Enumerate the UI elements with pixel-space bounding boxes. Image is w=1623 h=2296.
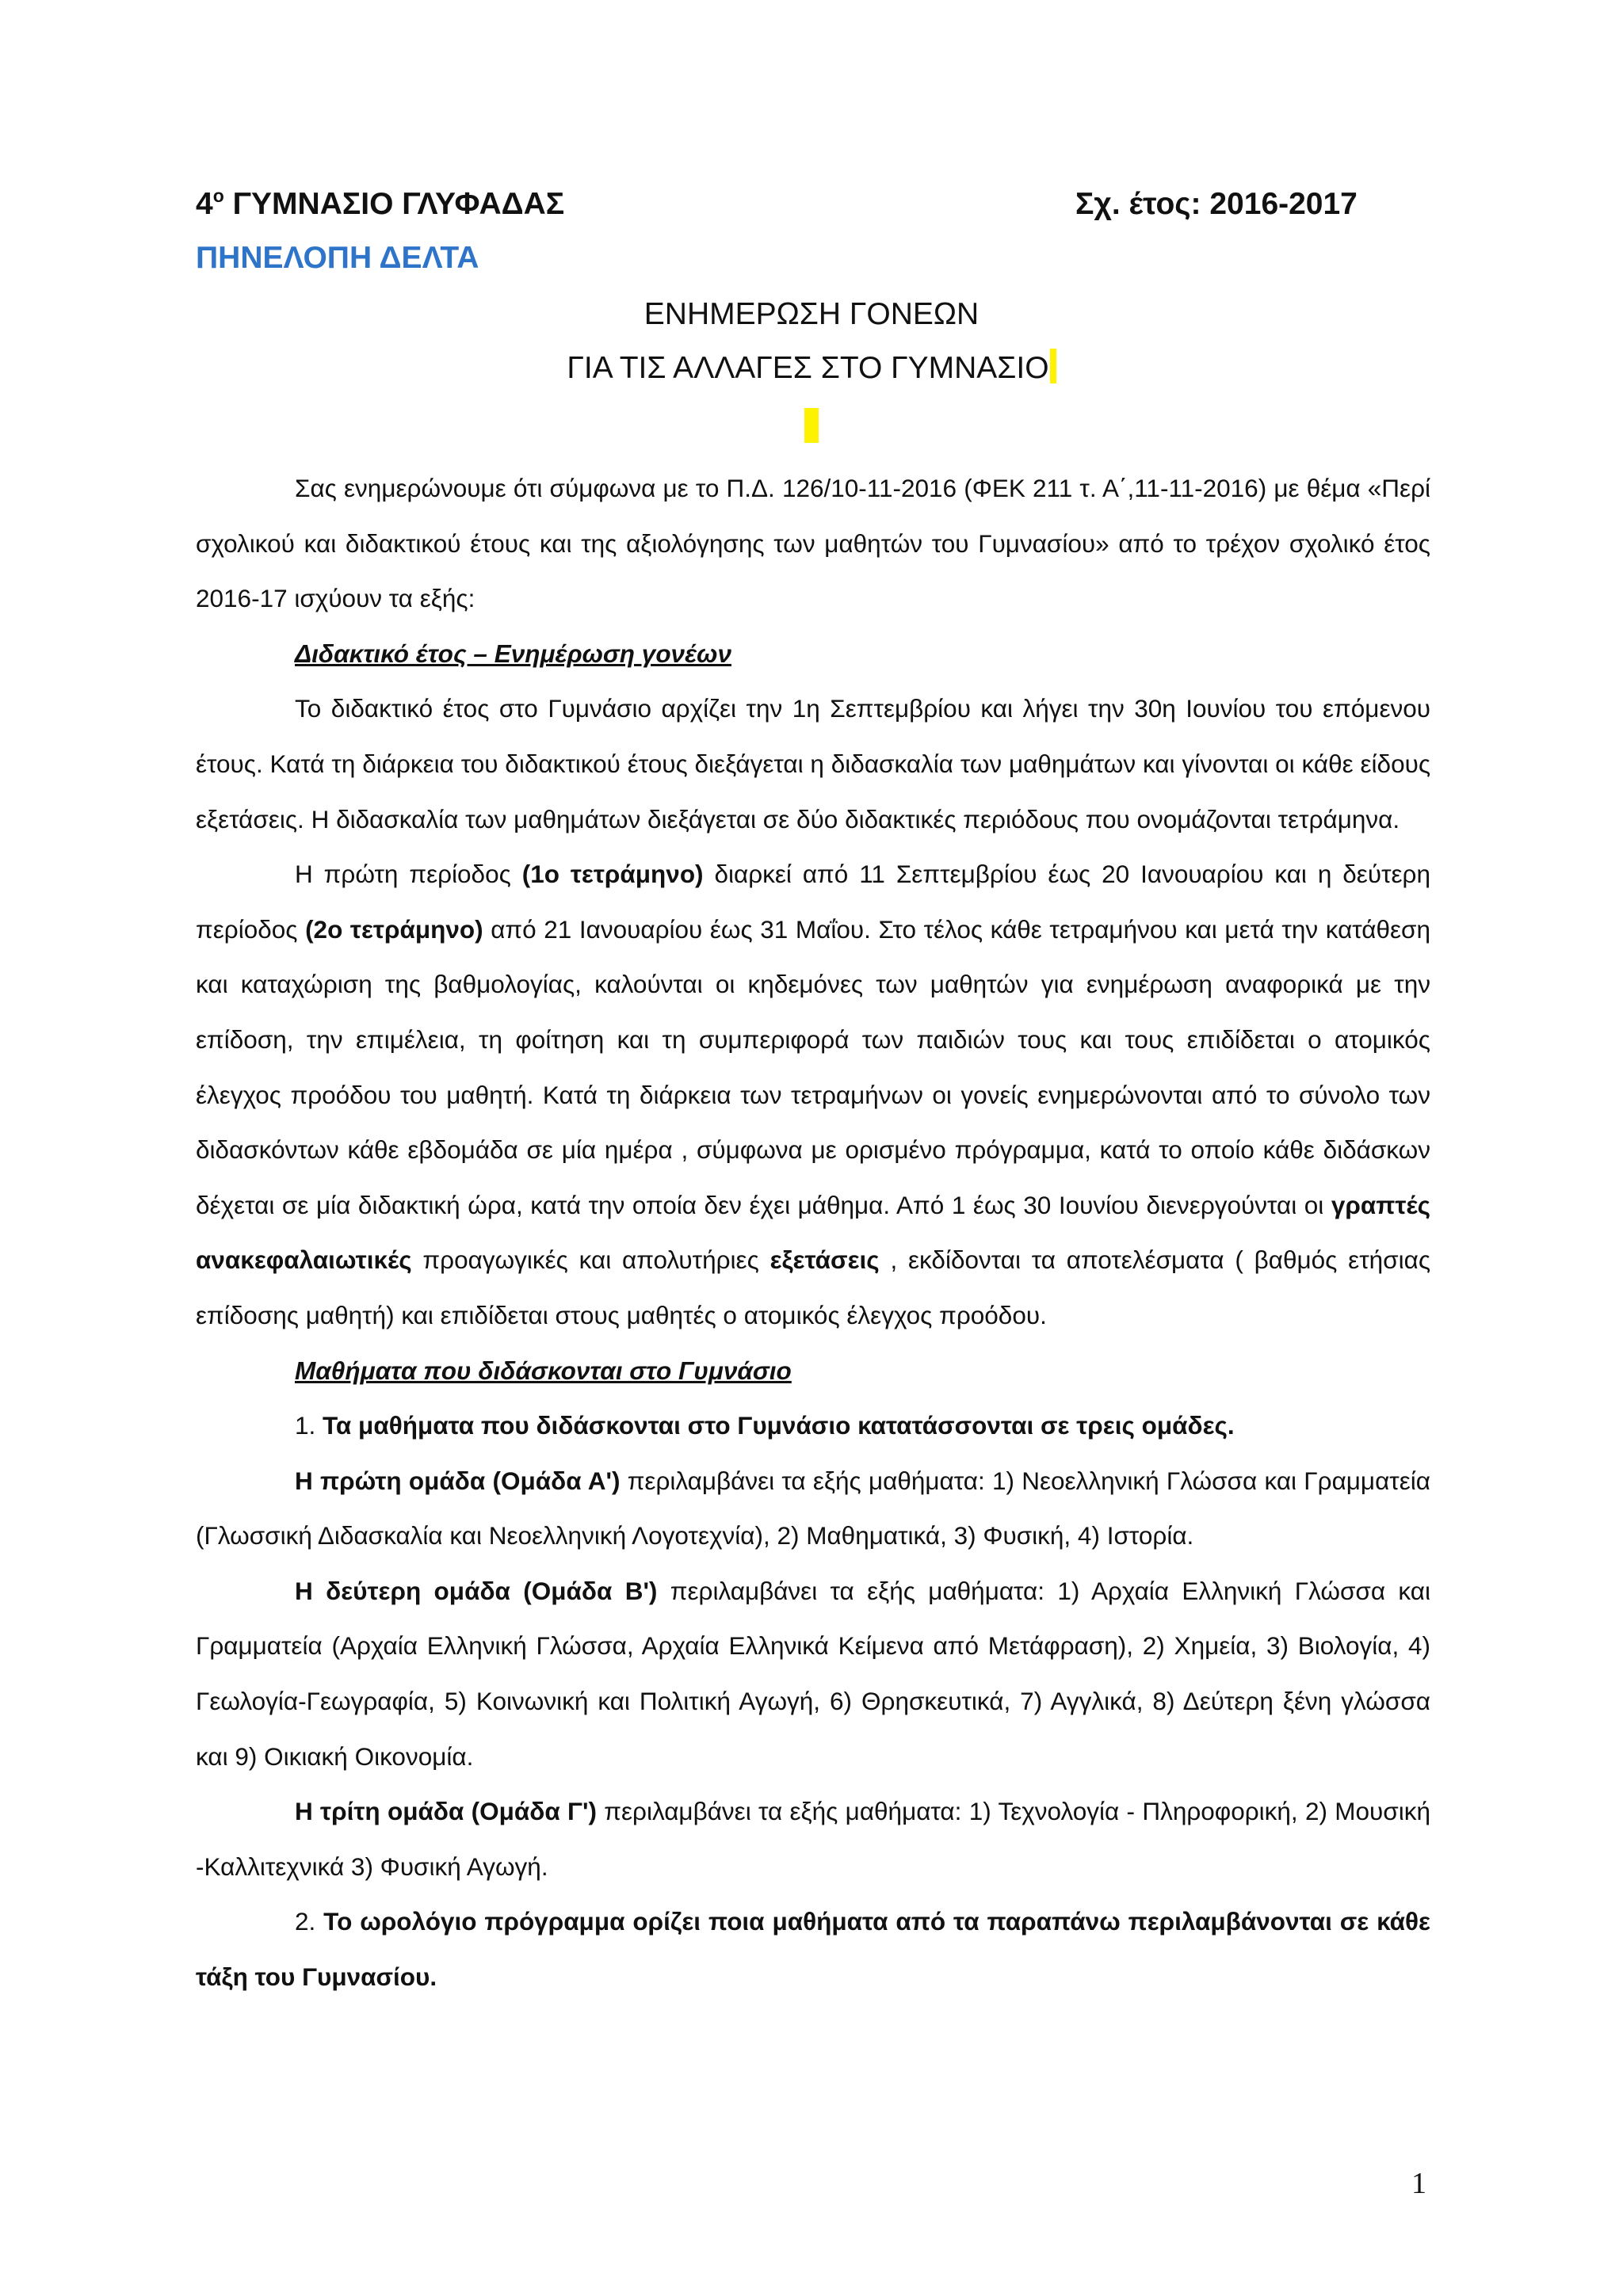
paragraph-group-b: Η δεύτερη ομάδα (Ομάδα Β') περιλαμβάνει τα εξής μαθήματα: 1) Αρχαία Ελληνική Γλώσσα και Γραμματεία (Αρχαία Ελληνική Γλώσσα, Αρχαία Ελληνικά Κείμενα από Μετάφραση), 2) Χημεία, 3) Βιολογία, 4) Γεωλογία-Γεωγραφία, 5) Κοινωνική και Πολιτική Αγωγή, 6) Θρησκευτικά, 7) Αγγλικά, 8) Δεύτερη ξένη γλώσσα και 9) Οικιακή Οικονομία. bbox=[196, 1576, 1430, 1771]
highlight-mark bbox=[804, 408, 819, 443]
teacher-name: ΠΗΝΕΛΟΠΗ ΔΕΛΤΑ bbox=[196, 241, 479, 275]
paragraph-group-a: Η πρώτη ομάδα (Ομάδα Α') περιλαμβάνει τα εξής μαθήματα: 1) Νεοελληνική Γλώσσα και Γραμματεία (Γλωσσική Διδασκαλία και Νεοελληνική Λογοτεχνία), 2) Μαθηματικά, 3) Φυσική, 4) Ιστορία. bbox=[196, 1466, 1430, 1550]
paragraph-academic-year: Το διδακτικό έτος στο Γυμνάσιο αρχίζει την 1η Σεπτεμβρίου και λήγει την 30η Ιουνίου του επόμενου έτους. Κατά τη διάρκεια του διδακτικού έτους διεξάγεται η διδασκαλία των μαθημάτων και γίνονται οι κάθε είδους εξετάσεις. Η διδασκαλία των μαθημάτων διεξάγεται σε δύο διδακτικές περιόδους που ονομάζονται τετράμηνα. bbox=[196, 694, 1430, 833]
section-heading-academic-year: Διδακτικό έτος – Ενημέρωση γονέων bbox=[295, 639, 731, 668]
ordinal-superscript: ο bbox=[212, 185, 224, 206]
document-title-line-2: ΓΙΑ ΤΙΣ ΑΛΛΑΓΕΣ ΣΤΟ ΓΥΜΝΑΣΙΟ bbox=[0, 349, 1623, 387]
text-cursor-highlight bbox=[1050, 349, 1056, 383]
document-body bbox=[196, 461, 1430, 2005]
paragraph-group-c: Η τρίτη ομάδα (Ομάδα Γ') περιλαμβάνει τα εξής μαθήματα: 1) Τεχνολογία - Πληροφορική, 2) Μουσική -Καλλιτεχνικά 3) Φυσική Αγωγή. bbox=[196, 1797, 1430, 1881]
list-item-timetable: 2. Το ωρολόγιο πρόγραμμα ορίζει ποια μαθήματα από τα παραπάνω περιλαμβάνονται σε κάθε τάξη του Γυμνασίου. bbox=[196, 1907, 1430, 1992]
document-title-line-1: ΕΝΗΜΕΡΩΣΗ ΓΟΝΕΩΝ bbox=[643, 297, 980, 331]
section-heading-subjects: Μαθήματα που διδάσκονται στο Γυμνάσιο bbox=[295, 1356, 792, 1385]
paragraph-terms: Η πρώτη περίοδος (1ο τετράμηνο) διαρκεί από 11 Σεπτεμβρίου έως 20 Ιανουαρίου και η δεύτερη περίοδος (2ο τετράμηνο) από 21 Ιανουαρίου έως 31 Μαΐου. Στο τέλος κάθε τετραμήνου και μετά την κατάθεση και καταχώριση της βαθμολογίας, καλούνται οι κηδεμόνες των μαθητών για ενημέρωση αναφορικά με την επίδοση, την επιμέλεια, τη φοίτηση και τη συμπεριφορά των παιδιών τους και τους επιδίδεται ο ατομικός έλεγχος προόδου του μαθητή. Κατά τη διάρκεια των τετραμήνων οι γονείς ενημερώνονται από το σύνολο των διδασκόντων κάθε εβδομάδα σε μία ημέρα , σύμφωνα με ορισμένο πρόγραμμα, κατά το οποίο κάθε διδάσκων δέχεται σε μία διδακτική ώρα, κατά την οποία δεν έχει μάθημα. Από 1 έως 30 Ιουνίου διενεργούνται οι γραπτές ανακεφαλαιωτικές προαγωγικές και απολυτήριες εξετάσεις , εκδίδονται τα αποτελέσματα ( βαθμός ετήσιας επίδοσης μαθητή) και επιδίδεται στους μαθητές ο ατομικός έλεγχος προόδου. bbox=[196, 860, 1431, 1329]
school-year: Σχ. έτος: 2016-2017 bbox=[1075, 187, 1358, 221]
list-item-subject-groups: 1. Τα μαθήματα που διδάσκονται στο Γυμνάσιο κατατάσσονται σε τρεις ομάδες. bbox=[295, 1411, 1235, 1440]
intro-paragraph: Σας ενημερώνουμε ότι σύμφωνα με το Π.Δ. 126/10-11-2016 (ΦΕΚ 211 τ. Α΄,11-11-2016) με θέμα «Περί σχολικού και διδακτικού έτους και της αξιολόγησης των μαθητών του Γυμνασίου» από το τρέχον σχολικό έτος 2016-17 ισχύουν τα εξής: bbox=[196, 474, 1430, 613]
page-number: 1 bbox=[1411, 2167, 1426, 2200]
school-name: $4^o$ ΓΥΜΝΑΣΙΟ ΓΛΥΦΑΔΑΣ bbox=[196, 185, 565, 221]
